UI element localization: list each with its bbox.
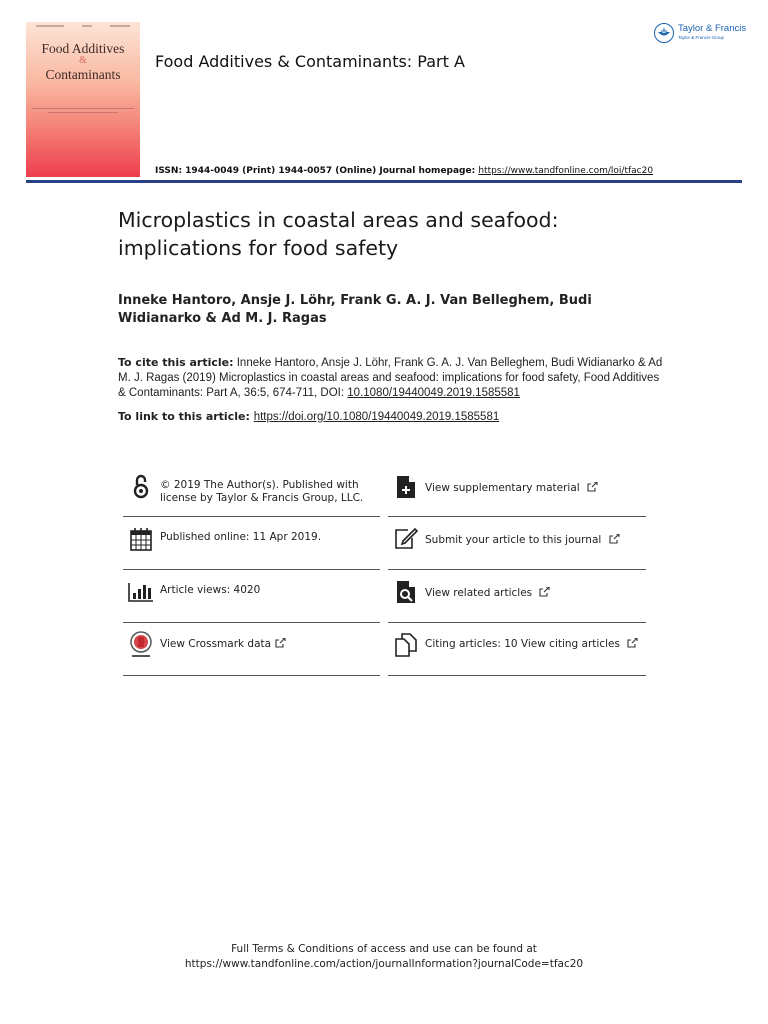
external-link-icon (609, 534, 620, 544)
crossmark-link[interactable] (123, 631, 380, 684)
published-info (123, 525, 380, 578)
external-link-icon (539, 587, 550, 597)
license-line1: © 2019 The Author(s). Published with (160, 479, 359, 491)
open-access-info (123, 473, 380, 526)
supplementary-file-icon (393, 473, 419, 501)
citation-text: Inneke Hantoro, Ansje J. Löhr, Frank G. A. J. Van Belleghem, Budi Widianarko & Ad M. J. Ragas (2019) Microplastics in coastal areas and seafood: implications for food safety, Food Additives & Contaminants: Part A, 36:5, 674-711, DOI: (118, 357, 663, 399)
citing-articles-link[interactable] (388, 631, 646, 684)
views-info (123, 578, 380, 631)
taylor-francis-icon (654, 23, 674, 43)
header-rule (26, 180, 742, 183)
footer-terms (0, 942, 768, 972)
issn-text: ISSN: 1944-0049 (Print) 1944-0057 (Online) Journal homepage: (155, 166, 479, 176)
footer-line1: Full Terms & Conditions of access and use can be found at (231, 943, 537, 955)
publisher-group: Taylor & Francis Group (678, 35, 725, 40)
related-label: View related articles (425, 587, 533, 599)
published-date: Published online: 11 Apr 2019. (160, 531, 322, 543)
external-link-icon (275, 638, 286, 648)
calendar-icon (128, 525, 154, 553)
citation-label: To cite this article: (118, 356, 234, 369)
bar-chart-icon (128, 578, 154, 606)
edit-icon (393, 525, 419, 553)
publisher-name: Taylor & Francis (678, 23, 747, 34)
open-access-icon (128, 473, 154, 501)
license-line2: license by Taylor & Francis Group, LLC. (160, 491, 364, 504)
submit-label: Submit your article to this journal (425, 534, 602, 546)
divider (388, 622, 646, 623)
divider (123, 569, 380, 570)
divider (388, 569, 646, 570)
divider (388, 675, 646, 676)
crossmark-icon (128, 631, 154, 659)
divider (123, 675, 380, 676)
related-articles-link[interactable] (388, 578, 646, 631)
divider (123, 516, 380, 517)
article-link (118, 410, 499, 423)
footer-terms-link[interactable]: https://www.tandfonline.com/action/journalInformation?journalCode=tfac20 (184, 958, 584, 970)
article-authors: Inneke Hantoro, Ansje J. Löhr, Frank G. A. J. Van Belleghem, Budi Widianarko & Ad M. J. Ragas (118, 293, 592, 326)
external-link-icon (627, 638, 638, 648)
supplementary-label: View supplementary material (425, 482, 580, 494)
divider (123, 622, 380, 623)
journal-homepage-link[interactable]: https://www.tandfonline.com/loi/tfac20 (478, 166, 654, 176)
citation (118, 355, 668, 401)
article-title: Microplastics in coastal areas and seafood: implications for food safety (118, 208, 559, 260)
cover-title-line1: Food Additives (41, 41, 125, 56)
cover-divider (48, 112, 118, 113)
article-link-label: To link to this article: (118, 410, 254, 423)
related-search-icon (393, 578, 419, 606)
supplementary-link[interactable] (388, 473, 646, 526)
submit-article-link[interactable] (388, 525, 646, 578)
crossmark-label: View Crossmark data (160, 638, 272, 650)
citing-articles-icon (393, 631, 419, 659)
journal-title: Food Additives & Contaminants: Part A (155, 52, 465, 71)
cover-title-line2: Contaminants (45, 67, 121, 82)
article-doi-url[interactable]: https://doi.org/10.1080/19440049.2019.1585581 (253, 411, 500, 423)
issn-line (155, 166, 653, 176)
journal-cover-thumbnail (26, 22, 140, 177)
article-views: Article views: 4020 (160, 584, 261, 596)
citation-doi-link[interactable]: 10.1080/19440049.2019.1585581 (347, 387, 520, 399)
citing-label: Citing articles: 10 View citing articles (425, 638, 620, 650)
divider (388, 516, 646, 517)
cover-ampersand: & (79, 55, 87, 66)
cover-meta-line (36, 25, 130, 29)
external-link-icon (587, 482, 598, 492)
publisher-logo[interactable] (654, 22, 746, 46)
